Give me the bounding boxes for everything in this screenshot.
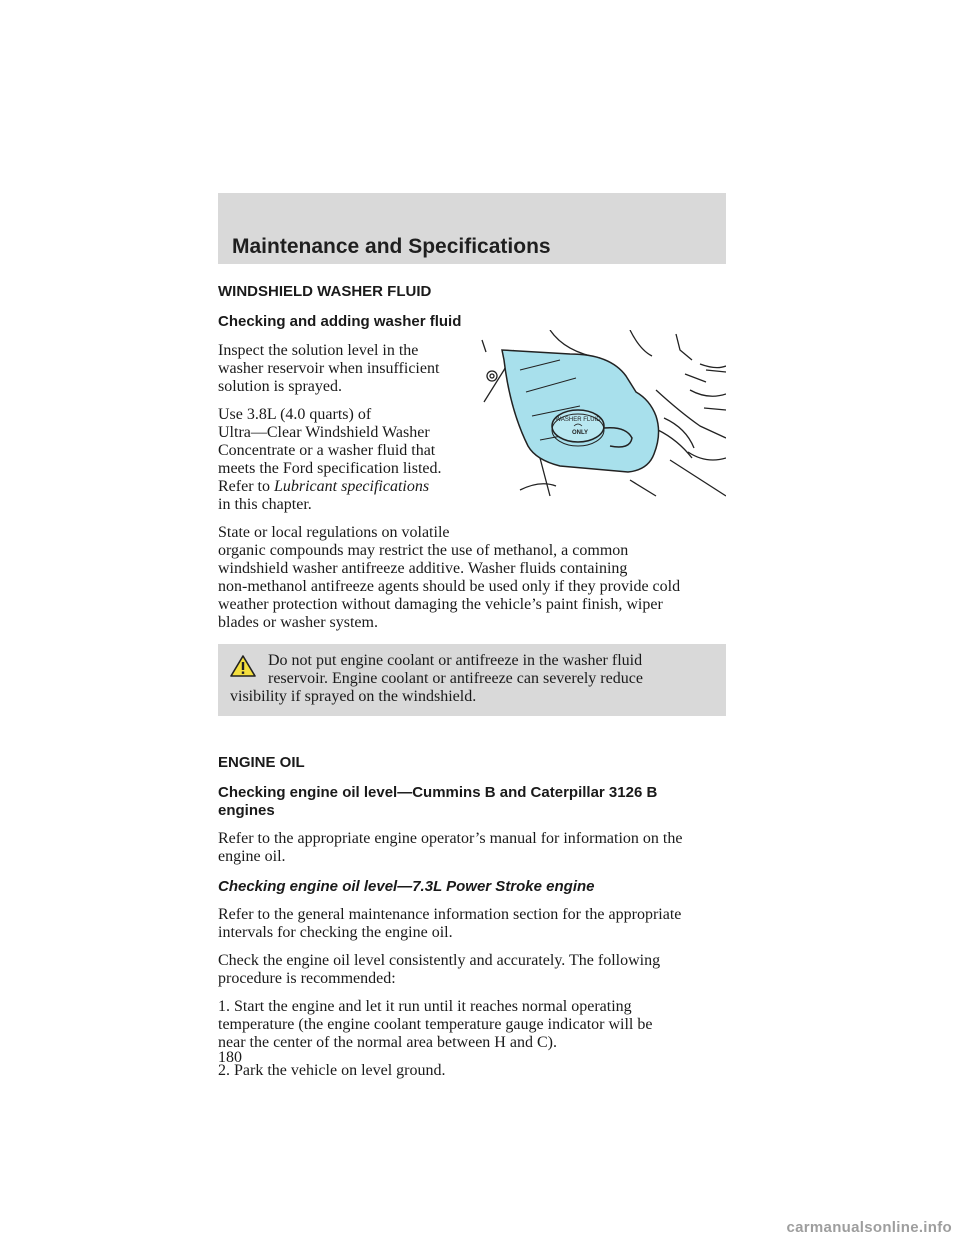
washer-subtitle: Checking and adding washer fluid [218, 313, 462, 330]
engine-oil-p1: Refer to the appropriate engine operator’s manual for information on the engine oil. [218, 830, 683, 865]
section-header [218, 193, 726, 264]
page-number: 180 [218, 1049, 242, 1066]
engine-oil-p2: Refer to the general maintenance information section for the appropriate intervals for checking the engine oil. [218, 906, 682, 941]
washer-p1: Inspect the solution level in the washer reservoir when insufficient solution is sprayed. [218, 342, 440, 395]
engine-oil-step2: 2. Park the vehicle on level ground. [218, 1062, 446, 1079]
engine-oil-sub2: Checking engine oil level—7.3L Power Stroke engine [218, 878, 595, 895]
watermark: carmanualsonline.info [786, 1219, 952, 1236]
cap-label-bottom: ONLY [571, 430, 589, 436]
engine-oil-sub1: Checking engine oil level—Cummins B and Caterpillar 3126 B engines [218, 784, 658, 819]
washer-p3: State or local regulations on volatile organic compounds may restrict the use of methanol, a common windshield washer antifreeze additive. Washer fluids containing non-methanol antifreeze agents should be used only if they provide cold weather protection without damaging the vehicle’s paint finish, wiper blades or washer system. [218, 524, 681, 631]
engine-oil-p3: Check the engine oil level consistently and accurately. The following procedure is recommended: [218, 952, 661, 987]
lubricant-specifications-link[interactable]: Lubricant specifications [273, 478, 430, 495]
engine-oil-section-title: ENGINE OIL [218, 754, 305, 771]
header-title: Maintenance and Specifications [232, 235, 551, 258]
warning-text: Do not put engine coolant or antifreeze in the washer fluid reservoir. Engine coolant or antifreeze can severely reduce visibility if sprayed on the windshield. [230, 652, 643, 705]
washer-p2: Use 3.8L (4.0 quarts) of Ultra—Clear Windshield Washer Concentrate or a washer fluid that meets the Ford specification listed. Refer to Lubricant specifications in this chapter. [218, 406, 442, 513]
engine-oil-step1: 1. Start the engine and let it run until it reaches normal operating temperature (the engine coolant temperature gauge indicator will be near the center of the normal area between H and C). [218, 998, 653, 1051]
washer-section-title: WINDSHIELD WASHER FLUID [218, 283, 432, 300]
warning-triangle-icon [230, 654, 256, 678]
warning-box [218, 644, 726, 716]
page-content [218, 278, 726, 1080]
cap-label-top: WASHER FLUID [555, 417, 601, 423]
